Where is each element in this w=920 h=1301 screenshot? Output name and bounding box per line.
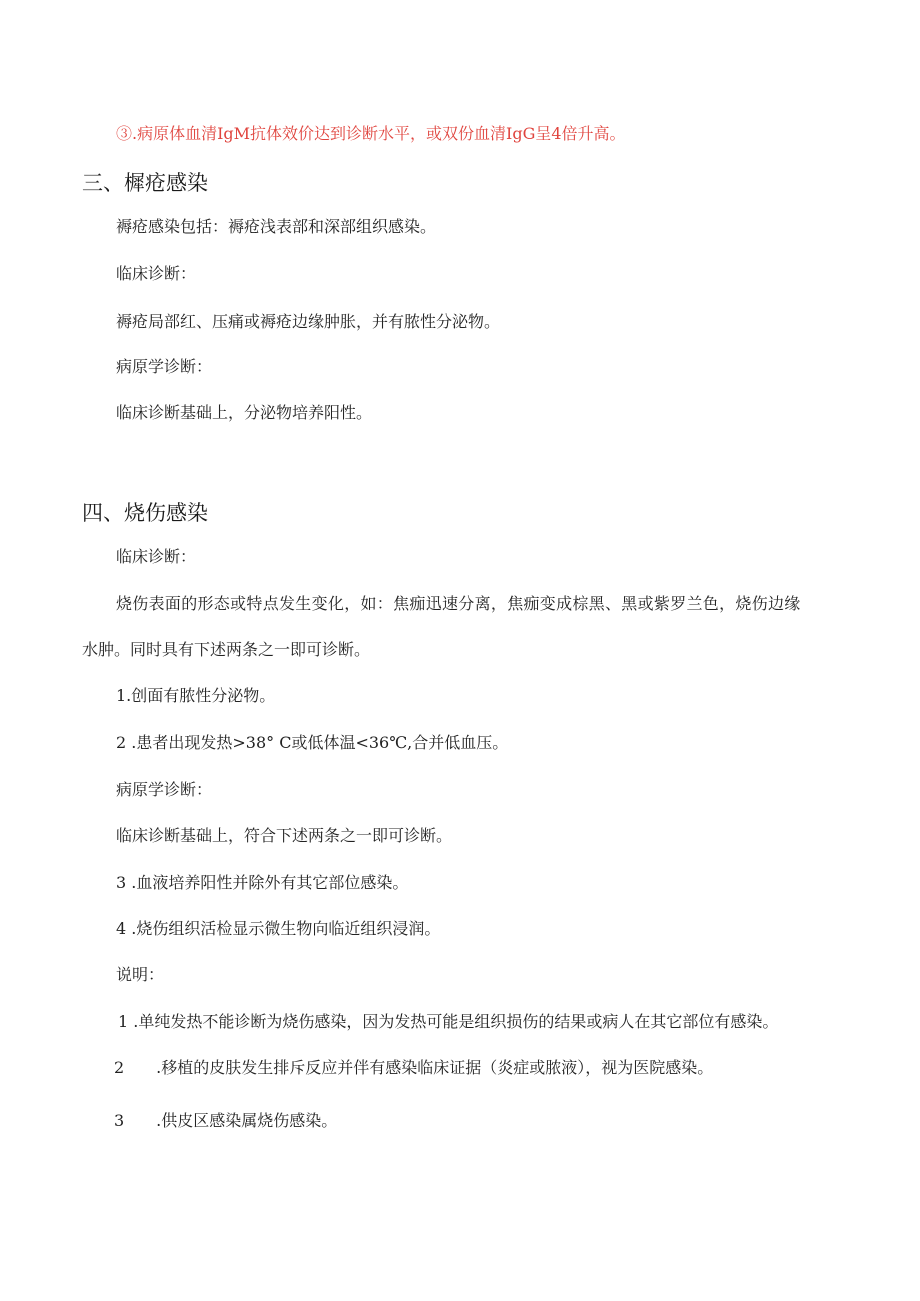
paragraph-continuation: 水肿。同时具有下述两条之一即可诊断。 [82, 640, 371, 659]
list-item: 1.创面有脓性分泌物。 [116, 686, 276, 705]
note-item: 2 .移植的皮肤发生排斥反应并伴有感染临床证据（炎症或脓液），视为医院感染。 [114, 1058, 714, 1077]
paragraph: 临床诊断基础上，符合下述两条之一即可诊断。 [116, 826, 453, 845]
list-item: 2 .患者出现发热>38° C或低体温<36℃,合并低血压。 [116, 733, 509, 752]
paragraph: 褥疮局部红、压痛或褥疮边缘肿胀，并有脓性分泌物。 [116, 312, 501, 331]
section-3-heading: 三、樨疮感染 [82, 171, 208, 195]
paragraph: 烧伤表面的形态或特点发生变化，如：焦痂迅速分离，焦痂变成棕黑、黑或紫罗兰色，烧伤边缘 [116, 594, 801, 613]
list-item: 3 .血液培养阳性并除外有其它部位感染。 [116, 873, 409, 892]
notes-label: 说明： [116, 965, 165, 984]
etiology-diagnosis-label: 病原学诊断： [116, 357, 213, 376]
paragraph: 临床诊断基础上，分泌物培养阳性。 [116, 403, 373, 422]
note-item: 1 .单纯发热不能诊断为烧伤感染，因为发热可能是组织损伤的结果或病人在其它部位有感染。 [118, 1012, 779, 1031]
section-4-heading: 四、烧伤感染 [82, 501, 208, 525]
criterion-3-red-text: ③.病原体血清IgM抗体效价达到诊断水平，或双份血清IgG呈4倍升高。 [116, 124, 626, 143]
list-item: 4 .烧伤组织活检显示微生物向临近组织浸润。 [116, 919, 441, 938]
paragraph: 褥疮感染包括：褥疮浅表部和深部组织感染。 [116, 217, 437, 236]
clinical-diagnosis-label: 临床诊断： [116, 547, 197, 566]
note-item: 3 .供皮区感染属烧伤感染。 [114, 1111, 338, 1130]
clinical-diagnosis-label: 临床诊断： [116, 264, 197, 283]
etiology-diagnosis-label: 病原学诊断： [116, 780, 213, 799]
